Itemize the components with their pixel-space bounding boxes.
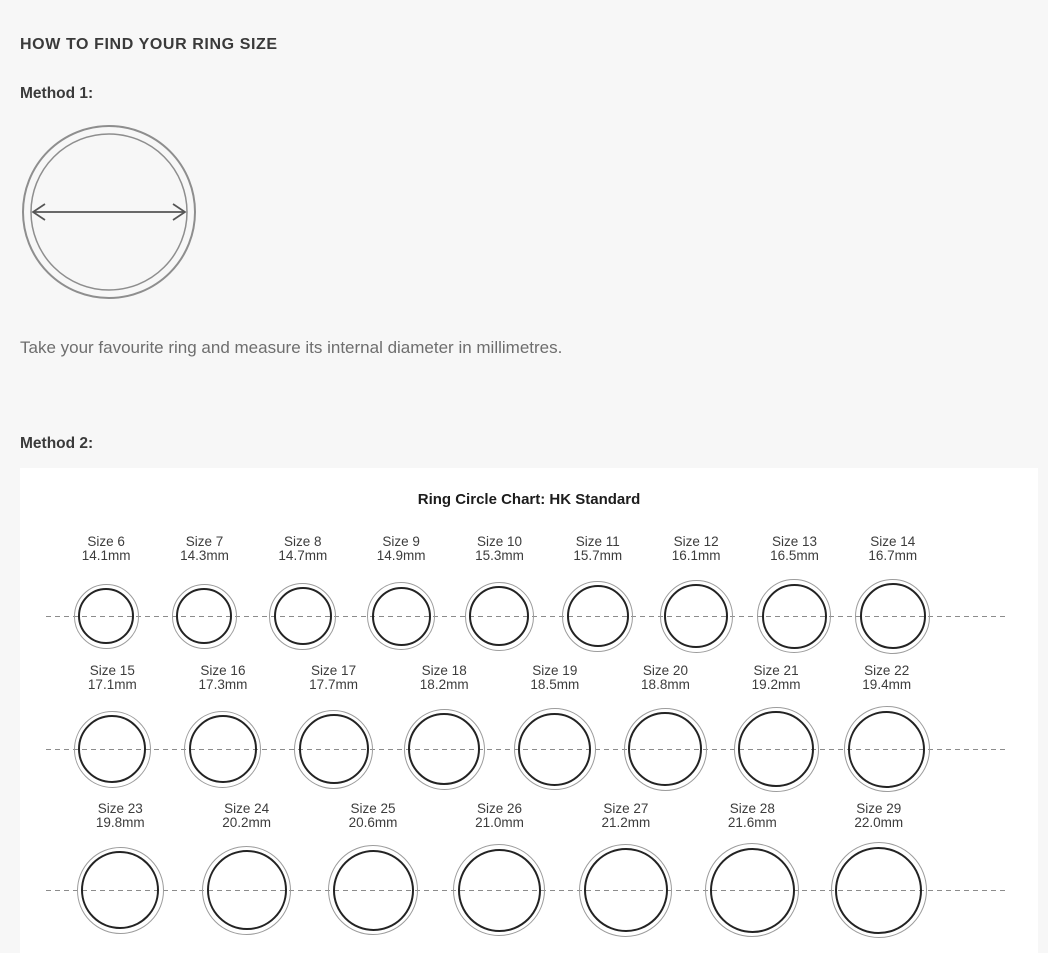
- diameter-arrow-icon: [33, 204, 185, 220]
- ring-diameter-label: 18.5mm: [530, 677, 580, 692]
- ring-size-label: Size 26: [476, 801, 522, 816]
- ring-circle-cell: [844, 579, 942, 653]
- ring-diameter-label: 14.9mm: [376, 548, 426, 563]
- ring-size-label: Size 27: [603, 801, 649, 816]
- ring-circle-inner: [408, 713, 480, 785]
- ring-size-label: Size 15: [89, 663, 135, 678]
- ring-size-label: Size 18: [421, 663, 467, 678]
- ring-circle: [855, 579, 930, 654]
- ring-diameter-label: 19.4mm: [862, 677, 912, 692]
- ring-size-label: Size 29: [856, 801, 902, 816]
- ring-size-label: Size 20: [642, 663, 688, 678]
- ring-label-cell: [183, 802, 309, 830]
- ring-size-label: Size 13: [771, 534, 817, 549]
- ring-circle: [624, 708, 707, 791]
- ring-diagram-icon: [20, 119, 198, 305]
- ring-circle: [367, 582, 435, 650]
- ring-circle: [831, 842, 927, 938]
- ring-label-cell: [610, 664, 721, 692]
- ring-chart-rows: [20, 535, 1038, 938]
- ring-circle-inner: [835, 847, 922, 934]
- ring-label-cell: [254, 535, 352, 563]
- ring-diameter-label: 20.6mm: [348, 815, 398, 830]
- ring-circle: [74, 584, 139, 649]
- ring-label-cell: [816, 802, 942, 830]
- ring-label-cell: [57, 535, 155, 563]
- ring-label-cell: [831, 664, 942, 692]
- ring-circle: [562, 581, 633, 652]
- ring-size-label: Size 25: [350, 801, 396, 816]
- ring-circle-inner: [78, 588, 134, 644]
- ring-size-label: Size 23: [97, 801, 143, 816]
- ring-circle-cell: [500, 707, 611, 791]
- ring-diameter-label: 17.3mm: [198, 677, 248, 692]
- ring-label-cell: [57, 802, 183, 830]
- ring-circle-inner: [664, 584, 728, 648]
- ring-circle-inner: [78, 715, 146, 783]
- method1-heading: Method 1:: [20, 85, 94, 102]
- ring-diameter-label: 17.7mm: [309, 677, 358, 692]
- ring-circle: [453, 844, 545, 936]
- ring-circle: [269, 583, 336, 650]
- ring-size-label: Size 7: [185, 534, 224, 549]
- ring-label-cell: [436, 802, 562, 830]
- ring-circle: [757, 579, 831, 653]
- method2-heading: Method 2:: [20, 435, 94, 452]
- ring-circle: [172, 584, 237, 649]
- ring-label-cell: [745, 535, 843, 563]
- ring-circle-cell: [831, 707, 942, 791]
- ring-circle-cell: [610, 707, 721, 791]
- ring-label-row: [20, 664, 1038, 692]
- ring-circle-inner: [710, 848, 795, 933]
- ring-size-label: Size 11: [575, 534, 620, 549]
- ring-circle-inner: [299, 714, 369, 784]
- ring-diameter-label: 18.8mm: [641, 677, 690, 692]
- ring-size-label: Size 12: [673, 534, 719, 549]
- ring-size-label: Size 6: [87, 534, 125, 549]
- ring-diameter-label: 16.1mm: [671, 548, 721, 563]
- ring-diameter-label: 14.3mm: [180, 548, 229, 563]
- ring-circle: [734, 707, 819, 792]
- ring-diameter-label: 21.0mm: [475, 815, 524, 830]
- ring-label-cell: [389, 664, 500, 692]
- ring-circle: [404, 709, 485, 790]
- ring-circle: [705, 843, 799, 937]
- ring-diameter-label: 19.2mm: [751, 677, 801, 692]
- ring-size-label: Size 19: [532, 663, 578, 678]
- ring-diameter-label: 15.3mm: [475, 548, 524, 563]
- ring-diameter-label: 18.2mm: [419, 677, 469, 692]
- ring-circle: [328, 845, 418, 935]
- ring-size-label: Size 9: [382, 534, 420, 549]
- ring-label-cell: [450, 535, 548, 563]
- ring-size-label: Size 16: [200, 663, 246, 678]
- ring-circle-inner: [860, 583, 926, 649]
- ring-label-cell: [500, 664, 611, 692]
- ring-circle: [465, 582, 534, 651]
- ring-circle-cell: [450, 579, 548, 653]
- ring-label-cell: [155, 535, 253, 563]
- ring-circle-inner: [207, 850, 287, 930]
- ring-label-cell: [57, 664, 168, 692]
- chart-title: Ring Circle Chart: HK Standard: [417, 491, 641, 508]
- page-title: HOW TO FIND YOUR RING SIZE: [20, 36, 278, 53]
- ring-diameter-label: 19.8mm: [95, 815, 145, 830]
- ring-circle-cell: [436, 842, 562, 938]
- ring-circle-row: [20, 579, 1038, 653]
- ring-circle-cell: [816, 842, 942, 938]
- ring-diameter-label: 16.7mm: [868, 548, 918, 563]
- ring-label-row: [20, 802, 1038, 830]
- ring-circle: [844, 706, 930, 792]
- ring-size-label: Size 28: [729, 801, 775, 816]
- ring-circle-inner: [628, 712, 702, 786]
- ring-circle: [514, 708, 596, 790]
- ring-circle: [294, 710, 373, 789]
- ring-circle-inner: [458, 849, 541, 932]
- ring-circle-cell: [310, 842, 436, 938]
- ring-circle-inner: [567, 585, 629, 647]
- ring-circle-row: [20, 707, 1038, 791]
- ring-circle: [184, 711, 261, 788]
- ring-label-cell: [721, 664, 832, 692]
- ring-diameter-diagram: [20, 119, 198, 305]
- ring-diameter-label: 22.0mm: [854, 815, 904, 830]
- ring-circle-inner: [372, 587, 431, 646]
- ring-diameter-label: 14.1mm: [81, 548, 131, 563]
- ring-label-cell: [549, 535, 647, 563]
- ring-label-cell: [310, 802, 436, 830]
- ring-diameter-label: 20.2mm: [222, 815, 272, 830]
- ring-circle-inner: [176, 588, 232, 644]
- ring-circle-cell: [278, 707, 389, 791]
- ring-circle: [74, 711, 151, 788]
- ring-size-label: Size 10: [476, 534, 522, 549]
- ring-size-label: Size 17: [311, 663, 357, 678]
- ring-circle-cell: [745, 579, 843, 653]
- ring-circle: [579, 844, 672, 937]
- ring-circle-inner: [469, 586, 529, 646]
- ring-chart-panel: [20, 468, 1038, 953]
- ring-diameter-label: 21.6mm: [727, 815, 777, 830]
- ring-circle-cell: [721, 707, 832, 791]
- ring-circle: [660, 580, 733, 653]
- ring-label-cell: [689, 802, 815, 830]
- ring-label-cell: [168, 664, 279, 692]
- ring-label-cell: [563, 802, 689, 830]
- ring-size-label: Size 21: [753, 663, 799, 678]
- ring-diameter-label: 21.2mm: [601, 815, 651, 830]
- ring-circle-row: [20, 842, 1038, 938]
- ring-size-label: Size 14: [870, 534, 916, 549]
- ring-circle-cell: [183, 842, 309, 938]
- ring-label-cell: [844, 535, 942, 563]
- ring-circle: [202, 846, 291, 935]
- ring-circle-inner: [81, 851, 159, 929]
- ring-circle: [77, 847, 164, 934]
- ring-circle-cell: [389, 707, 500, 791]
- ring-diameter-label: 16.5mm: [770, 548, 819, 563]
- ring-circle-cell: [563, 842, 689, 938]
- ring-label-cell: [647, 535, 745, 563]
- ring-circle-inner: [189, 715, 257, 783]
- ring-circle-cell: [689, 842, 815, 938]
- ring-diameter-label: 14.7mm: [278, 548, 328, 563]
- ring-circle-cell: [647, 579, 745, 653]
- ring-label-cell: [352, 535, 450, 563]
- ring-circle-inner: [738, 711, 814, 787]
- ring-circle-inner: [848, 711, 925, 788]
- ring-circle-inner: [333, 850, 414, 931]
- ring-size-label: Size 24: [224, 801, 270, 816]
- ring-label-row: [20, 535, 1038, 563]
- ring-circle-cell: [549, 579, 647, 653]
- ring-circle-inner: [584, 848, 668, 932]
- ring-circle-inner: [518, 713, 591, 786]
- ring-diameter-label: 15.7mm: [573, 548, 623, 563]
- ring-label-cell: [278, 664, 389, 692]
- method1-caption: Take your favourite ring and measure its internal diameter in millimetres.: [20, 338, 563, 357]
- ring-size-label: Size 8: [284, 534, 322, 549]
- ring-circle-inner: [274, 587, 332, 645]
- ring-size-label: Size 22: [864, 663, 910, 678]
- ring-diameter-label: 17.1mm: [87, 677, 137, 692]
- ring-circle-inner: [762, 584, 827, 649]
